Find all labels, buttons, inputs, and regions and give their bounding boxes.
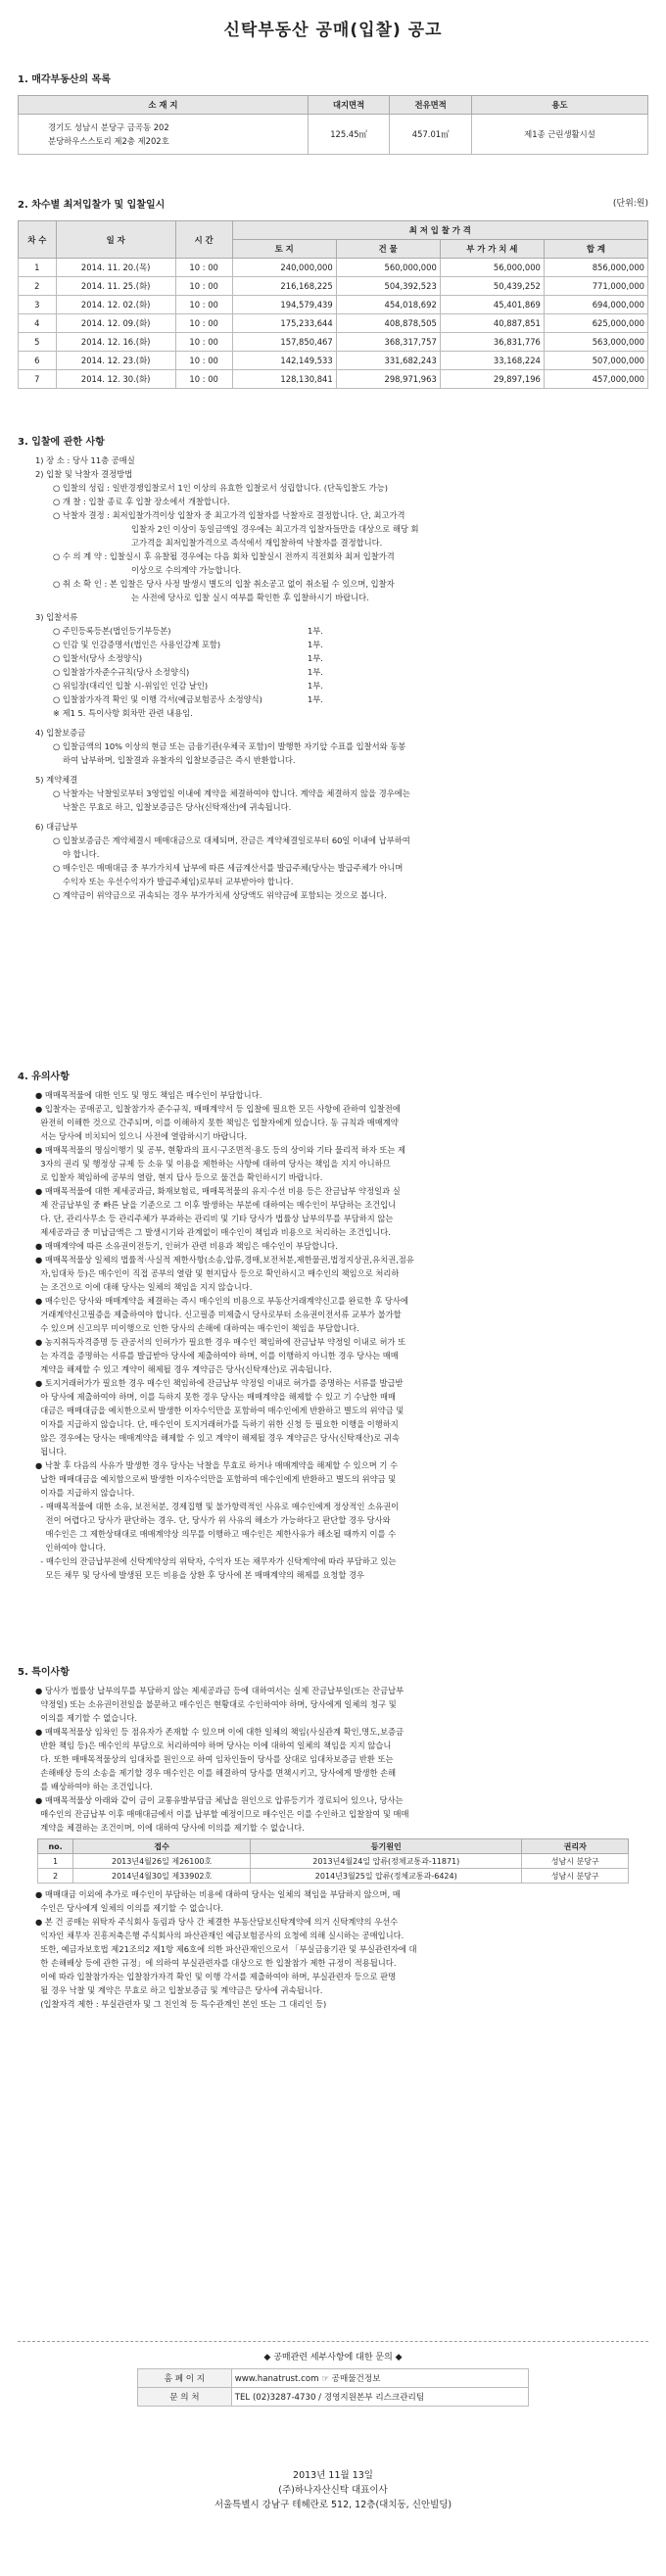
land-area-value: 125.45㎡ [308,115,390,155]
subsection-title: 5) 계약체결 [35,775,78,785]
price-cell: 56,000,000 [440,259,544,277]
method-line: ○ 낙찰자 결정 : 최저입찰가격이상 입찰자 중 최고가격 입찰자를 낙찰자로 결정합니다. 단, 최고가격 [53,510,405,520]
issuer-address: 서울특별시 강남구 테헤란로 512, 12층(대치동, 신안빌딩) [214,2500,452,2510]
method-line: ○ 입찰의 성립 : 일반경쟁입찰로서 1인 이상의 유효한 입찰로서 성립합니다. (단독입찰도 가능) [53,483,388,493]
special-line: 반환 책임 등)은 매수인의 부담으로 처리하여야 하며 당사는 이에 대하여 일체의 책임을 지지 않습니 [35,1741,392,1750]
price-cell: 408,878,505 [336,314,440,333]
precaution-line: - 매매목적물에 대한 소유, 보전처분, 경제집행 및 불가항력적인 사유로 매수인에게 정상적인 소유권이 [35,1502,400,1511]
method-line: 는 사전에 당사로 입찰 실시 여부를 확인한 후 입찰하시기 바랍니다. [131,593,369,602]
seizure-cell: 2013년4월26일 제26100호 [73,1854,251,1869]
price-cell: 10 : 00 [175,259,232,277]
price-cell: 10 : 00 [175,296,232,314]
section-property-list [18,71,648,155]
unit-label: (단위:원) [612,199,648,209]
price-cell: 142,149,533 [232,352,336,370]
price-cell: 2014. 11. 20.(목) [56,259,175,277]
subsection-title: 2) 입찰 및 낙찰자 결정방법 [35,469,133,479]
price-cell: 50,439,252 [440,277,544,296]
doc-name: ○ 입찰참가자준수규칙(당사 소정양식) [53,667,190,677]
special-line: 를 배상하여야 하는 조건입니다. [35,1782,154,1791]
price-cell: 625,000,000 [544,314,647,333]
subsection-title: 4) 입찰보증금 [35,728,86,738]
address-line: 경기도 성남시 분당구 금곡동 202 [48,122,169,132]
precaution-line: 는 자격을 증명하는 서류를 발급받아 당사에 제출하여야 하며, 이를 이행하지 아니한 경우 당사는 매매 [35,1351,399,1360]
method-line: 이상으로 수의계약 가능합니다. [131,565,242,575]
precaution-line: 수 있으며 신고의무 미이행으로 인한 당사의 손해에 대하여는 매수인이 책임을 부담합니다. [35,1323,359,1333]
special-line: ● 당사가 법률상 납부의무를 부담하지 않는 제세공과금 등에 대하여서는 실제 잔금납부일(또는 잔금납부 [35,1686,404,1695]
special-line: 수인은 당사에게 일체의 이의를 제기할 수 없습니다. [35,1903,224,1913]
price-cell: 4 [19,314,57,333]
page-title: 신탁부동산 공매(입찰) 공고 [223,21,443,40]
special-line: 약정일) 또는 소유권이전일을 불문하고 매수인은 현황대로 수인하여야 하며, 당사에게 일체의 청구 및 [35,1699,397,1709]
seizure-cell: 1 [38,1854,73,1869]
contact-box [18,2341,648,2407]
homepage-label: 홈 페 이 지 [138,2369,232,2388]
price-cell: 10 : 00 [175,333,232,352]
special-line: ● 본 건 공매는 위탁자 주식회사 동림과 당사 간 체결한 부동산담보신탁계약에 의거 신탁계약의 우선수 [35,1917,399,1927]
col-round: 차 수 [19,221,57,259]
precaution-line: 납한 매매대금을 예치함으로써 발생한 이자수익만을 포함하여 매수인에게 반환하고 별도의 위약금 및 [35,1474,397,1484]
col-holder: 권리자 [522,1839,629,1854]
price-cell: 175,233,644 [232,314,336,333]
seizure-cell: 성남시 분당구 [522,1854,629,1869]
seizure-table [37,1838,629,1884]
usage-value: 제1종 근린생활시설 [471,115,647,155]
method-line: ○ 개 찰 : 입찰 종료 후 입찰 장소에서 개찰합니다. [53,497,230,506]
price-cell: 856,000,000 [544,259,647,277]
price-cell: 457,000,000 [544,370,647,389]
seizure-cell: 2014년4월30일 제33902호 [73,1869,251,1884]
price-cell: 2014. 12. 16.(화) [56,333,175,352]
price-cell: 1 [19,259,57,277]
property-table [18,95,648,155]
doc-name: ○ 입찰참가자격 확인 및 이행 각서(예금보험공사 소정양식) [53,694,262,704]
price-cell: 563,000,000 [544,333,647,352]
contact-table [137,2368,529,2407]
method-line: ○ 취 소 확 인 : 본 입찰은 당사 사정 발생시 별도의 입찰 취소공고 없이 취소될 수 있으며, 입찰자 [53,579,395,589]
doc-name: ○ 위임장(대리인 입찰 시-위임인 인감 날인) [53,681,209,691]
precaution-line: 거래계약신고필증을 제출하여야 합니다. 신고필증 미제출시 당사로부터 소유권이전서류 교부가 불가할 [35,1310,402,1319]
precaution-line: ● 농지취득자격증명 등 관공서의 인허가가 필요한 경우 매수인 책임하에 잔금납부 약정일 이내로 허가 또 [35,1337,406,1347]
doc-name: ○ 주민등록등본(법인등기부등본) [53,626,171,636]
precaution-line: 3자의 권리 및 행정상 규제 등 소유 및 이용을 제한하는 사항에 대하여 당사는 책임을 지지 아니하므 [35,1159,391,1169]
special-line: 될 경우 낙찰 및 계약은 무효로 하고 입찰보증금 및 계약금은 당사에 귀속됩니다. [35,1985,323,1995]
seizure-cell: 2014년3월25일 압류(정체교통과-6424) [251,1869,522,1884]
price-cell: 216,168,225 [232,277,336,296]
col-building: 건 물 [336,240,440,259]
precaution-line: ● 매매목적물에 대한 제세공과금, 화재보험료, 매매목적물의 유지·수선 비용 등은 잔금납부 약정일과 실 [35,1186,401,1196]
contact-banner: ◆ 공매관련 세부사항에 대한 문의 ◆ [263,2353,403,2362]
precaution-line: ● 매수인은 당사와 매매계약을 체결하는 즉시 매수인의 비용으로 부동산거래계약신고를 완료한 후 당사에 [35,1296,408,1306]
price-cell: 240,000,000 [232,259,336,277]
price-cell: 36,831,776 [440,333,544,352]
price-cell: 694,000,000 [544,296,647,314]
price-cell: 40,887,851 [440,314,544,333]
precaution-line: 됩니다. [35,1447,67,1456]
price-cell: 7 [19,370,57,389]
precaution-line: 않은 경우에는 당사는 매매계약을 해제할 수 있고 계약이 해제될 경우 계약금은 당사(신탁재산)로 귀속 [35,1433,401,1443]
price-table [18,220,648,389]
col-usage: 용도 [471,96,647,115]
contact-phone: TEL (02)3287-4730 / 경영지원본부 리스크관리팀 [231,2388,528,2407]
contact-label: 문 의 처 [138,2388,232,2407]
seizure-cell: 성남시 분당구 [522,1869,629,1884]
col-exclusive-area: 전유면적 [390,96,472,115]
doc-item [18,679,648,692]
price-cell: 157,850,467 [232,333,336,352]
docs-note: ※ 제1 5. 특이사항 회차만 관련 내용임. [53,708,193,718]
section-heading: 4. 유의사항 [18,1072,70,1082]
precaution-line: 는 조건으로 이에 대해 당사는 일체의 책임을 지지 않습니다. [35,1282,253,1292]
doc-item [18,651,648,665]
section-heading: 1. 매각부동산의 목록 [18,74,111,85]
precaution-line: 자,임대차 등)은 매수인이 직접 공부의 열람 및 현지답사 등으로 확인하시고 매수인의 책임으로 처리하 [35,1268,400,1278]
price-row [19,259,648,277]
price-cell: 504,392,523 [336,277,440,296]
method-line: 고가격을 최저입찰가격으로 즉석에서 재입찰하여 낙찰자를 결정합니다. [131,538,383,548]
seizure-cell: 2 [38,1869,73,1884]
special-line: 한 손해배상 등에 관한 규정」에 의하여 부실관련자를 대상으로 한 입찰참가 제한 규정이 적용됩니다. [35,1958,397,1968]
special-line: 이에 따라 입찰참가자는 입찰참가자격 확인 및 이행 각서를 제출하여야 하며, 부실관련자 등으로 판명 [35,1972,397,1981]
col-location: 소 재 지 [19,96,309,115]
section-heading: 5. 특이사항 [18,1667,70,1678]
precaution-line: ● 매매목적물에 대한 인도 및 명도 책임은 매수인이 부담합니다. [35,1090,262,1100]
doc-count: 1부. [308,653,323,663]
precaution-line: 계약을 해제할 수 있고 계약이 해제될 경우 계약금은 당사(신탁재산)로 귀속됩니다. [35,1364,332,1374]
bid-place: 1) 장 소 : 당사 11층 공매실 [35,455,135,465]
price-row [19,370,648,389]
section-bidding [18,433,648,902]
precaution-line: ● 토지거래허가가 필요한 경우 매수인 책임하에 잔금납부 약정일 이내로 허가를 증명하는 서류를 발급받 [35,1378,404,1388]
doc-count: 1부. [308,694,323,704]
exclusive-area-value: 457.01㎡ [390,115,472,155]
price-cell: 45,401,869 [440,296,544,314]
precaution-line: 제 잔금납부일 중 빠른 날을 기준으로 그 이후 발생하는 부분에 대하여는 매수인이 부담하는 조건입니 [35,1200,397,1210]
payment-line: ○ 입찰보증금은 계약체결시 매매대금으로 대체되며, 잔금은 계약체결일로부터 60일 이내에 납부하여 [53,835,410,845]
price-cell: 368,317,757 [336,333,440,352]
doc-count: 1부. [308,640,323,649]
col-min-price: 최 저 입 찰 가 격 [232,221,647,240]
precaution-line: 인하여야 합니다. [35,1543,106,1552]
special-line: 손해배상 등의 소송을 제기할 경우 매수인은 이를 해결하여 당사를 면책시키고, 당사에게 발생한 손해 [35,1768,397,1778]
precaution-line: ● 매매계약에 따른 소유권이전등기, 인허가 관련 비용과 책임은 매수인이 부담합니다. [35,1241,338,1251]
precaution-line: 서는 당사에 비치되어 있으니 사전에 열람하시기 바랍니다. [35,1131,248,1141]
address-line: 분당하우스스토리 제2층 제202호 [48,136,169,146]
price-cell: 2014. 12. 09.(화) [56,314,175,333]
precaution-line: 아 당사에 제출하여야 하며, 이를 득하지 못한 경우 당사는 매매계약을 해제할 수 있고 기 수납한 매매 [35,1392,397,1402]
price-cell: 2 [19,277,57,296]
doc-name: ○ 입찰서(당사 소정양식) [53,653,143,663]
price-cell: 331,682,243 [336,352,440,370]
price-cell: 10 : 00 [175,314,232,333]
price-row [19,314,648,333]
col-land: 토 지 [232,240,336,259]
price-cell: 771,000,000 [544,277,647,296]
precaution-line: 로 입찰자 책임하에 공부의 열람, 현지 답사 등으로 물건을 확인하시기 바랍니다. [35,1172,323,1182]
price-cell: 507,000,000 [544,352,647,370]
price-cell: 2014. 12. 23.(화) [56,352,175,370]
seizure-cell: 2013년4월24일 압류(정체교통과-11871) [251,1854,522,1869]
section-special-notes [18,1663,648,2011]
col-date: 일 자 [56,221,175,259]
precaution-line: 제세공과금 중 미납금액은 그 발생시기와 관계없이 매수인이 책임과 비용으로 처리하는 조건입니다. [35,1227,391,1237]
precaution-line: 대금은 매매대금을 예치한으로써 발생한 이자수익만을 포함하여 매수인에게 반환하고 별도의 위약금 및 [35,1406,404,1415]
special-line: 계약을 체결하는 조건이며, 이에 대하여 당사에 이의를 제기할 수 없습니다. [35,1823,305,1833]
price-cell: 33,168,224 [440,352,544,370]
price-row [19,333,648,352]
precaution-line: ● 입찰자는 공매공고, 입찰참가자 준수규칙, 매매계약서 등 입찰에 필요한 모든 사항에 관하여 입찰전에 [35,1104,401,1114]
property-address [19,115,309,155]
price-cell: 10 : 00 [175,352,232,370]
price-cell: 10 : 00 [175,277,232,296]
seizure-row [38,1854,629,1869]
precaution-line: ● 매매목적물의 명심이행기 및 공부, 현황과의 표시·구조면적·용도 등의 상이와 기타 물리적 하자 또는 제 [35,1145,406,1155]
section-precautions [18,1068,648,1582]
doc-name: ○ 인감 및 인감증명서(법인은 사용인감계 포함) [53,640,221,649]
price-row [19,296,648,314]
method-line: ○ 수 의 계 약 : 입찰실시 후 유찰될 경우에는 다음 회차 입찰실시 전까지 직전회차 최저 입찰가격 [53,551,395,561]
col-no: no. [38,1839,73,1854]
special-line: 매수인의 잔금납부 이후 매매대금에서 이를 납부할 예정이므로 매수인은 이를 수인하고 입찰참여 및 매매 [35,1809,409,1819]
price-cell: 194,579,439 [232,296,336,314]
col-total: 합 계 [544,240,647,259]
special-line: ● 매매목적물상 임차인 등 점유자가 존재할 수 있으며 이에 대한 일체의 책임(사실관계 확인,명도,보증금 [35,1727,404,1737]
precaution-line: ● 낙찰 후 다음의 사유가 발생한 경우 당사는 낙찰을 무효로 하거나 매매계약을 해제할 수 있으며 기 수 [35,1460,399,1470]
doc-count: 1부. [308,667,323,677]
doc-item [18,624,648,638]
precaution-line: 다. 단, 관리사무소 등 관리주체가 부과하는 관리비 및 기타 당사가 법률상 납부의무를 부담하지 않는 [35,1214,394,1223]
payment-line: ○ 매수인은 매매대금 중 부가가치세 납부에 따른 세금계산서를 발급주체(당사는 발급주체가 아니며 [53,863,404,873]
special-line: 이의를 제기할 수 없습니다. [35,1713,137,1723]
issuer: (주)하나자산신탁 대표이사 [278,2485,388,2496]
col-cause: 등기원인 [251,1839,522,1854]
precaution-line: 전이 어렵다고 당사가 판단하는 경우. 단, 당사가 위 사유의 해소가 가능하다고 판단할 경우 당사와 [35,1515,391,1525]
price-cell: 128,130,841 [232,370,336,389]
precaution-line: ● 매매목적물상 일체의 법률적·사실적 제한사항(소송,압류,경매,보전처분,제한물권,법정지상권,유치권,점유 [35,1255,414,1264]
payment-line: 수익자 또는 우선수익자가 발급주체임)로부터 교부받아야 합니다. [63,877,294,886]
col-time: 시 간 [175,221,232,259]
contract-line: 낙찰은 무효로 하고, 입찰보증금은 당사(신탁재산)에 귀속됩니다. [63,802,292,812]
section-heading: 2. 차수별 최저입찰가 및 입찰일시 [18,200,166,211]
price-cell: 29,897,196 [440,370,544,389]
contract-line: ○ 낙찰자는 낙찰일로부터 3영업일 이내에 계약을 체결하여야 합니다. 계약을 체결하지 않을 경우에는 [53,788,410,798]
col-vat: 부 가 가 치 세 [440,240,544,259]
special-line: (입찰자격 제한 : 부실관련자 및 그 친인척 등 특수관계인 본인 또는 그 대리인 등) [35,1999,327,2009]
subsection-title: 3) 입찰서류 [35,612,78,622]
col-receipt: 접수 [73,1839,251,1854]
section-price-schedule [18,196,648,389]
precaution-line: 이자를 지급하지 않습니다. 단, 매수인이 토지거래허가를 득하기 위한 신청 등 필요한 이행을 이행하지 [35,1419,399,1429]
doc-count: 1부. [308,626,323,636]
payment-line: 야 합니다. [63,849,100,859]
seizure-row [38,1869,629,1884]
notice-date: 2013년 11월 13일 [293,2470,373,2481]
precaution-line: - 매수인의 잔금납부전에 신탁계약상의 위탁자, 수익자 또는 채무자가 신탁계약에 따라 부담하고 있는 [35,1556,397,1566]
special-line: ● 매매대금 이외에 추가로 매수인이 부담하는 비용에 대하여 당사는 일체의 책임을 부담하지 않으며, 매 [35,1889,401,1899]
price-cell: 5 [19,333,57,352]
price-row [19,352,648,370]
doc-item [18,692,648,706]
price-cell: 3 [19,296,57,314]
price-cell: 6 [19,352,57,370]
section-heading: 3. 입찰에 관한 사항 [18,437,105,448]
precaution-line: 모든 채무 및 당사에 발생된 모든 비용을 상환 후 당사에 본 매매계약의 해제를 요청할 경우 [35,1570,365,1580]
payment-line: ○ 계약금이 위약금으로 귀속되는 경우 부가가치세 상당액도 위약금에 포함되는 것으로 봅니다. [53,890,387,900]
price-cell: 10 : 00 [175,370,232,389]
method-line: 입찰자 2인 이상이 동일금액일 경우에는 최고가격 입찰자들만을 대상으로 해당 회 [131,524,419,534]
precaution-line: 이자를 지급하지 않습니다. [35,1488,135,1498]
doc-count: 1부. [308,681,323,691]
notice-footer [18,2468,648,2512]
doc-item [18,638,648,651]
precaution-line: 매수인은 그 제한상태대로 매매계약상 의무를 이행하고 매수인은 제한사유가 해소될 때까지 이를 수 [35,1529,397,1539]
price-cell: 560,000,000 [336,259,440,277]
deposit-line: ○ 입찰금액의 10% 이상의 현금 또는 금융기관(우체국 포함)이 발행한 자기앞 수표를 입찰서와 동봉 [53,741,406,751]
special-line: 익자인 채무자 진흥저축은행 주식회사의 파산관재인 예금보험공사의 요청에 의해 실시하는 공매입니다. [35,1931,404,1940]
price-cell: 2014. 12. 30.(화) [56,370,175,389]
special-line: 다. 또한 매매목적물상의 임대차를 원인으로 하여 임차인들이 당사를 상대로 임대차보증금 반환 또는 [35,1754,394,1764]
deposit-line: 하여 납부하며, 입찰결과 유찰자의 입찰보증금은 즉시 반환합니다. [63,755,296,765]
special-line: ● 매매목적물상 아래와 같이 금이 교통유발부담금 체납을 원인으로 압류등기가 경료되어 있으나, 당사는 [35,1795,404,1805]
price-cell: 454,018,692 [336,296,440,314]
precaution-line: 완전히 이해한 것으로 간주되며, 이를 이해하지 못한 책임은 입찰자에게 있습니다. 동 규칙과 매매계약 [35,1118,399,1127]
homepage-link[interactable]: www.hanatrust.com ☞ 공매물건정보 [231,2369,528,2388]
price-cell: 298,971,963 [336,370,440,389]
special-line: 또한, 예금자보호법 제21조의2 제1항 제6호에 의한 파산관재인으로서 「부실금융기관 및 부실관련자에 대 [35,1944,417,1954]
doc-item [18,665,648,679]
subsection-title: 6) 대금납부 [35,822,78,832]
col-land-area: 대지면적 [308,96,390,115]
price-cell: 2014. 11. 25.(화) [56,277,175,296]
price-row [19,277,648,296]
price-cell: 2014. 12. 02.(화) [56,296,175,314]
